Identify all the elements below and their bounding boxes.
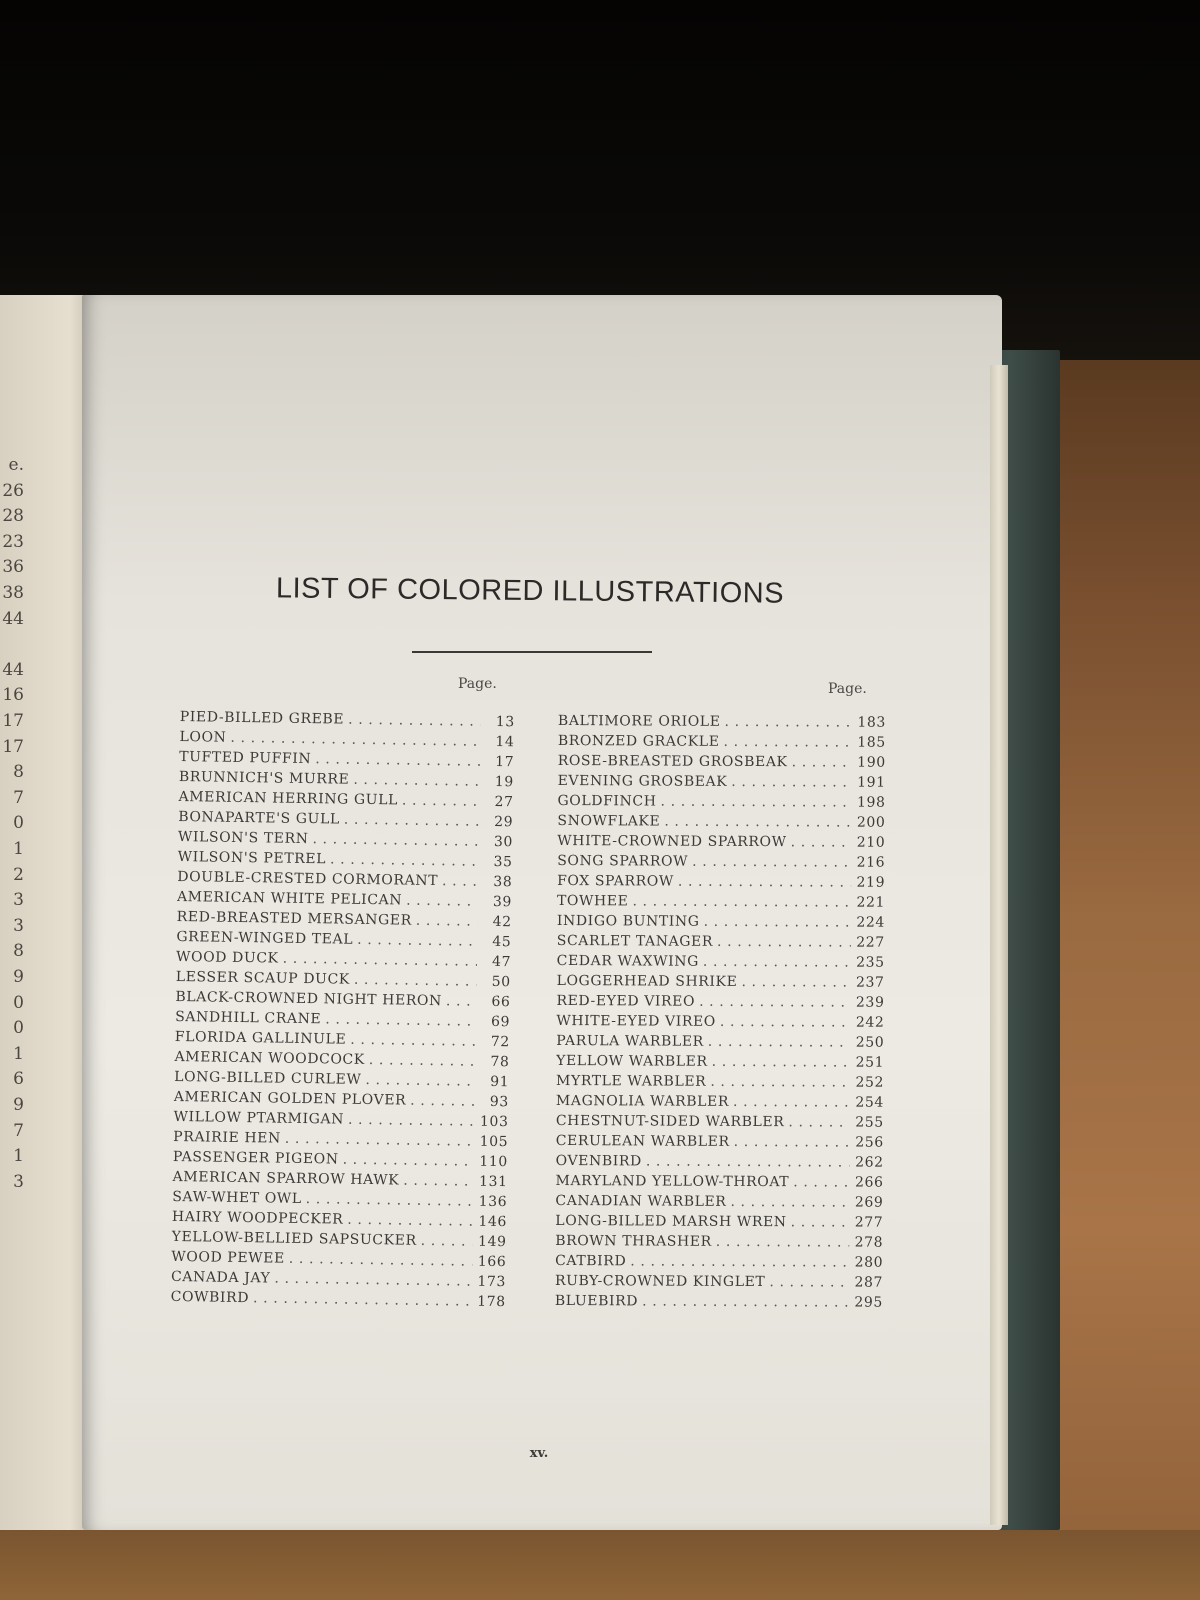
leader-dots: [357, 930, 478, 952]
page-number: 178: [477, 1293, 506, 1311]
page-number: 237: [856, 974, 885, 991]
list-item: [558, 771, 886, 793]
list-item: [556, 1091, 884, 1113]
page-number: 198: [856, 794, 886, 811]
bird-name: AMERICAN GOLDEN PLOVER: [173, 1088, 407, 1109]
bird-name: WHITE-EYED VIREO: [556, 1012, 716, 1030]
leader-dots: [712, 1052, 851, 1073]
page-title: LIST OF COLORED ILLUSTRATIONS: [275, 572, 785, 610]
bird-name: FLORIDA GALLINULE: [174, 1028, 347, 1048]
list-item: [556, 1031, 884, 1053]
left-page-number: 23: [2, 531, 24, 552]
list-item: [557, 871, 885, 893]
page-number: 72: [490, 1033, 510, 1051]
bird-name: COWBIRD: [170, 1288, 250, 1307]
left-page-number: 0: [13, 813, 24, 834]
bird-name: HAIRY WOODPECKER: [171, 1208, 344, 1228]
bird-name: FOX SPARROW: [557, 872, 674, 890]
page-number: 38: [493, 873, 513, 891]
leader-dots: [354, 970, 477, 992]
page-number: 66: [491, 993, 511, 1011]
bird-name: BRUNNICH'S MURRE: [178, 768, 350, 788]
page-number: 200: [856, 814, 886, 831]
list-item: [556, 1071, 884, 1093]
page-number: 221: [856, 894, 886, 911]
page-number: 269: [854, 1194, 884, 1211]
list-item: [557, 791, 885, 813]
bird-name: AMERICAN WOODCOCK: [174, 1048, 365, 1068]
leader-dots: [699, 992, 850, 1013]
left-page-number: 8: [13, 762, 24, 783]
left-page-number: 2: [13, 864, 24, 885]
left-page-number: 9: [13, 1095, 24, 1115]
bird-name: RUBY-CROWNED KINGLET: [554, 1272, 766, 1291]
list-item: [557, 891, 885, 913]
bird-name: GOLDFINCH: [557, 792, 657, 810]
leader-dots: [350, 1030, 476, 1052]
leader-dots: [741, 972, 850, 993]
bird-name: LESSER SCAUP DUCK: [175, 968, 351, 988]
wooden-table-bottom: [0, 1530, 1200, 1600]
page-number: 19: [494, 773, 514, 791]
bird-name: BLUEBIRD: [554, 1292, 639, 1310]
leader-dots: [306, 1189, 474, 1212]
left-illustration-list: [171, 707, 515, 1312]
list-item: [555, 1191, 883, 1213]
left-page-number: 17: [2, 736, 24, 757]
leader-dots: [769, 1272, 849, 1292]
bird-name: WILSON'S PETREL: [177, 848, 327, 868]
page-number: 216: [856, 854, 886, 871]
page-number: 287: [854, 1274, 884, 1291]
page-number: 69: [490, 1013, 511, 1031]
list-item: [556, 1011, 884, 1033]
page-number: 278: [854, 1234, 884, 1251]
bird-name: PARULA WARBLER: [556, 1032, 704, 1050]
leader-dots: [717, 932, 851, 953]
left-page-number: 44: [2, 608, 24, 629]
page-number: 255: [855, 1114, 884, 1131]
leader-dots: [330, 849, 479, 871]
page-number: 239: [855, 994, 885, 1011]
bird-name: WOOD DUCK: [175, 948, 279, 967]
left-page-column-label: Page.: [458, 676, 497, 692]
bird-name: MAGNOLIA WARBLER: [555, 1092, 730, 1110]
wooden-table: [1050, 360, 1200, 1600]
list-item: [558, 711, 886, 733]
bird-name: CANADA JAY: [170, 1268, 271, 1287]
left-page-number: 7: [13, 1120, 24, 1141]
leader-dots: [421, 1231, 473, 1252]
leader-dots: [792, 752, 852, 772]
list-item: [557, 931, 885, 953]
leader-dots: [724, 712, 852, 733]
bird-name: RED-BREASTED MERSANGER: [176, 908, 412, 929]
leader-dots: [720, 1012, 851, 1033]
page-number: 295: [854, 1294, 883, 1311]
leader-dots: [646, 1151, 850, 1172]
leader-dots: [442, 871, 479, 892]
page-number: 136: [478, 1193, 508, 1211]
bird-name: SNOWFLAKE: [557, 812, 661, 830]
page-number: 30: [493, 833, 514, 851]
list-item: [557, 831, 885, 853]
page-number: 219: [856, 874, 886, 891]
bird-name: WHITE-CROWNED SPARROW: [557, 832, 787, 851]
list-item: [557, 911, 885, 933]
bird-name: WOOD PEWEE: [171, 1248, 285, 1267]
bird-name: GREEN-WINGED TEAL: [176, 928, 354, 948]
bird-name: CHESTNUT-SIDED WARBLER: [555, 1112, 785, 1131]
page-number: 149: [477, 1233, 507, 1251]
page-number: 242: [855, 1014, 885, 1031]
left-page-number: 3: [13, 1171, 24, 1192]
left-page-number: 44: [2, 659, 24, 680]
leader-dots: [406, 891, 478, 912]
page-number: 183: [857, 714, 886, 731]
bird-name: CATBIRD: [555, 1252, 627, 1270]
page-number: 250: [855, 1034, 885, 1051]
title-rule: [412, 651, 652, 653]
page-number: 280: [854, 1254, 884, 1271]
page-number: 262: [855, 1154, 884, 1171]
left-page-number: 0: [13, 992, 24, 1013]
left-page-number: 7: [13, 787, 24, 808]
leader-dots: [703, 952, 851, 973]
left-page-number: 1: [13, 1146, 24, 1167]
list-item: [555, 1271, 883, 1293]
right-page-column-label: Page.: [828, 681, 867, 697]
left-page-number: 3: [13, 915, 24, 936]
page-number: 39: [492, 893, 513, 911]
page-number: 252: [855, 1074, 885, 1091]
leader-dots: [410, 1091, 475, 1112]
page-number: 78: [490, 1053, 510, 1071]
leader-dots: [710, 1072, 850, 1093]
bird-name: YELLOW WARBLER: [556, 1052, 708, 1070]
left-page-number: 38: [2, 583, 24, 603]
leader-dots: [416, 911, 478, 932]
bird-name: LOON: [179, 728, 227, 746]
page-number: 13: [495, 713, 515, 731]
bird-name: CERULEAN WARBLER: [555, 1132, 730, 1150]
list-item: [556, 1111, 884, 1133]
list-item: [558, 731, 886, 753]
list-item: [557, 971, 885, 993]
page-number: 277: [854, 1214, 884, 1231]
leader-dots: [315, 749, 480, 772]
list-item: [557, 811, 885, 833]
bird-name: MYRTLE WARBLER: [556, 1072, 707, 1090]
bird-name: PRAIRIE HEN: [173, 1128, 281, 1147]
bird-name: LONG-BILLED MARSH WREN: [555, 1212, 787, 1231]
left-page-number: 9: [13, 967, 24, 987]
bird-name: SCARLET TANAGER: [556, 932, 714, 950]
page-number: 254: [855, 1094, 884, 1111]
list-item: [556, 1051, 884, 1073]
page-stack-edge: [990, 365, 1008, 1525]
list-item: [555, 1251, 883, 1273]
list-item: [557, 951, 885, 973]
page-number: 93: [489, 1093, 509, 1111]
leader-dots: [734, 1132, 850, 1153]
bird-name: WILSON'S TERN: [177, 828, 309, 848]
left-page-number: e.: [8, 455, 24, 475]
bird-name: BRONZED GRACKLE: [557, 732, 720, 750]
bird-name: SAW-WHET OWL: [172, 1188, 302, 1207]
bird-name: BALTIMORE ORIOLE: [557, 713, 721, 730]
page-number: 235: [856, 954, 885, 971]
page-number: 45: [492, 933, 512, 951]
bird-name: SANDHILL CRANE: [175, 1008, 322, 1028]
leader-dots: [253, 1288, 472, 1311]
leader-dots: [344, 810, 480, 832]
page-number: 17: [495, 753, 515, 771]
bird-name: PIED-BILLED GREBE: [179, 708, 345, 728]
page-number: 50: [491, 973, 511, 991]
page-number: 42: [492, 913, 512, 931]
page-number: 35: [493, 853, 513, 871]
left-page-number: 1: [13, 1043, 24, 1064]
page-number: 256: [855, 1134, 884, 1151]
page-number: 14: [495, 733, 515, 751]
list-item: [555, 1291, 883, 1313]
left-page-number: 0: [13, 1018, 24, 1039]
leader-dots: [723, 732, 851, 753]
bird-name: PASSENGER PIGEON: [172, 1148, 339, 1168]
page-number: 47: [491, 953, 512, 971]
bird-name: CANADIAN WARBLER: [555, 1192, 727, 1210]
leader-dots: [402, 790, 480, 811]
page-number: 190: [857, 754, 886, 771]
leader-dots: [312, 829, 479, 852]
list-item: [557, 851, 885, 873]
list-item: [556, 991, 884, 1013]
list-item: [555, 1231, 883, 1253]
leader-dots: [692, 852, 851, 873]
bird-name: DOUBLE-CRESTED CORMORANT: [177, 868, 439, 890]
leader-dots: [660, 792, 851, 813]
list-item: [555, 1171, 883, 1193]
page-number: 173: [477, 1273, 507, 1291]
left-page-number: 1: [13, 839, 24, 859]
left-page-number: 36: [2, 557, 24, 578]
leader-dots: [630, 1251, 849, 1272]
bird-name: EVENING GROSBEAK: [557, 772, 728, 790]
page-number: 227: [856, 934, 885, 951]
page-number: 91: [490, 1073, 510, 1091]
bird-name: CEDAR WAXWING: [556, 952, 699, 970]
leader-dots: [369, 1050, 476, 1072]
leader-dots: [788, 1112, 850, 1132]
page-number: 185: [857, 734, 886, 751]
leader-dots: [642, 1291, 849, 1312]
bird-name: SONG SPARROW: [557, 852, 689, 870]
left-page-number: 3: [13, 890, 24, 911]
page-number: 146: [478, 1213, 508, 1231]
leader-dots: [342, 1150, 474, 1172]
bird-name: RED-EYED VIREO: [556, 992, 696, 1010]
left-page-number: 8: [13, 941, 24, 962]
page-number: 29: [494, 813, 514, 831]
leader-dots: [793, 1172, 849, 1192]
list-item: [558, 751, 886, 773]
right-illustration-list: [555, 711, 886, 1313]
leader-dots: [704, 912, 851, 933]
page-number: 210: [856, 834, 886, 851]
page-number: 110: [479, 1153, 509, 1171]
left-page-number: 16: [2, 685, 24, 706]
list-item: [556, 1151, 884, 1173]
bird-name: INDIGO BUNTING: [556, 912, 700, 930]
leader-dots: [348, 710, 481, 732]
leader-dots: [791, 1212, 850, 1232]
page-number: 105: [479, 1133, 509, 1151]
left-page-number: 6: [13, 1069, 24, 1090]
bird-name: AMERICAN SPARROW HAWK: [172, 1168, 400, 1189]
bird-name: OVENBIRD: [555, 1152, 642, 1170]
bird-name: LONG-BILLED CURLEW: [174, 1068, 362, 1088]
page-number: 191: [857, 774, 886, 791]
leader-dots: [348, 1110, 475, 1132]
leader-dots: [365, 1070, 475, 1092]
bird-name: WILLOW PTARMIGAN: [173, 1108, 345, 1128]
leader-dots: [708, 1032, 851, 1053]
bird-name: AMERICAN HERRING GULL: [178, 788, 399, 809]
bird-name: BROWN THRASHER: [555, 1232, 712, 1250]
left-page-number: 17: [2, 711, 24, 731]
page-folio: xv.: [529, 1446, 549, 1461]
leader-dots: [733, 1092, 850, 1113]
bird-name: TOWHEE: [556, 892, 629, 910]
leader-dots: [347, 1210, 473, 1232]
bird-name: LOGGERHEAD SHRIKE: [556, 972, 738, 990]
leader-dots: [791, 832, 852, 852]
leader-dots: [664, 812, 851, 833]
leader-dots: [403, 1171, 474, 1192]
bird-name: MARYLAND YELLOW-THROAT: [555, 1172, 790, 1191]
page-number: 131: [478, 1173, 508, 1191]
leader-dots: [446, 991, 477, 1011]
bird-name: BONAPARTE'S GULL: [178, 808, 340, 828]
bird-name: TUFTED PUFFIN: [179, 748, 312, 768]
list-item: [556, 1131, 884, 1153]
bird-name: YELLOW-BELLIED SAPSUCKER: [171, 1228, 417, 1249]
bird-name: BLACK-CROWNED NIGHT HERON: [175, 988, 443, 1010]
page-number: 27: [494, 793, 514, 811]
leader-dots: [716, 1232, 850, 1253]
page-number: 166: [477, 1253, 507, 1271]
page-number: 251: [855, 1054, 885, 1071]
bird-name: ROSE-BREASTED GROSBEAK: [557, 752, 788, 771]
page-number: 103: [479, 1113, 509, 1131]
leader-dots: [325, 1009, 476, 1031]
page-number: 266: [854, 1174, 884, 1191]
leader-dots: [678, 872, 851, 893]
page-number: 224: [856, 914, 885, 931]
leader-dots: [353, 770, 480, 792]
left-page-number: 28: [2, 506, 24, 527]
list-item: [555, 1211, 883, 1233]
leader-dots: [632, 891, 851, 912]
left-page-number: 26: [2, 480, 24, 501]
leader-dots: [731, 772, 851, 793]
bird-name: AMERICAN WHITE PELICAN: [176, 888, 403, 909]
leader-dots: [730, 1192, 849, 1213]
